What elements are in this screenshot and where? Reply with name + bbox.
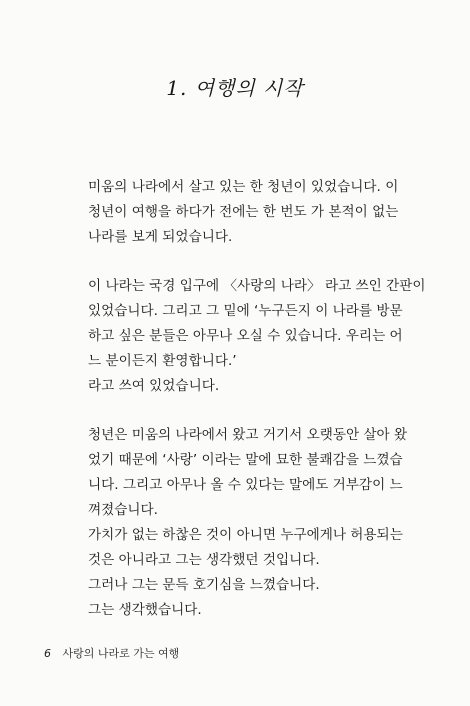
text-line: 있었습니다. 그리고 그 밑에 ‘누구든지 이 나라를 방문 xyxy=(88,303,403,319)
text-line: 껴졌습니다. xyxy=(88,502,158,518)
text-line: 청년은 미움의 나라에서 왔고 거기서 오랫동안 살아 왔 xyxy=(88,427,408,443)
body-text xyxy=(88,175,426,647)
paragraph-2 xyxy=(88,274,426,399)
text-line: 가치가 없는 하찮은 것이 아니면 누구에게나 허용되는 xyxy=(88,527,403,543)
text-line: 그러나 그는 문득 호기심을 느꼈습니다. xyxy=(88,577,320,593)
text-line: 미움의 나라에서 살고 있는 한 청년이 있었습니다. 이 xyxy=(88,179,399,195)
page-number: 6 xyxy=(44,647,51,660)
paragraph-1 xyxy=(88,175,408,250)
text-line: 느 분이든지 환영합니다.’ xyxy=(88,353,237,369)
page-footer xyxy=(44,645,179,661)
text-line: 이 나라는 국경 입구에 〈사랑의 나라〉 라고 쓰인 간판이 xyxy=(88,278,426,294)
text-line: 라고 쓰여 있었습니다. xyxy=(88,378,220,394)
text-line: 나라를 보게 되었습니다. xyxy=(88,229,233,245)
running-title: 사랑의 나라로 가는 여행 xyxy=(62,647,180,660)
text-line: 니다. 그리고 아무나 올 수 있다는 말에도 거부감이 느 xyxy=(88,477,403,493)
text-line: 청년이 여행을 하다가 전에는 한 번도 가 본적이 없는 xyxy=(88,204,399,220)
paragraph-3 xyxy=(88,423,408,623)
text-line: 것은 아니라고 그는 생각했던 것입니다. xyxy=(88,552,320,568)
text-line: 그는 생각했습니다. xyxy=(88,602,202,618)
text-line: 었기 때문에 ‘사랑’ 이라는 말에 묘한 불쾌감을 느꼈습 xyxy=(88,452,403,468)
chapter-title: 1. 여행의 시작 xyxy=(166,76,304,100)
text-line: 하고 싶은 분들은 아무나 오실 수 있습니다. 우리는 어 xyxy=(88,328,403,344)
